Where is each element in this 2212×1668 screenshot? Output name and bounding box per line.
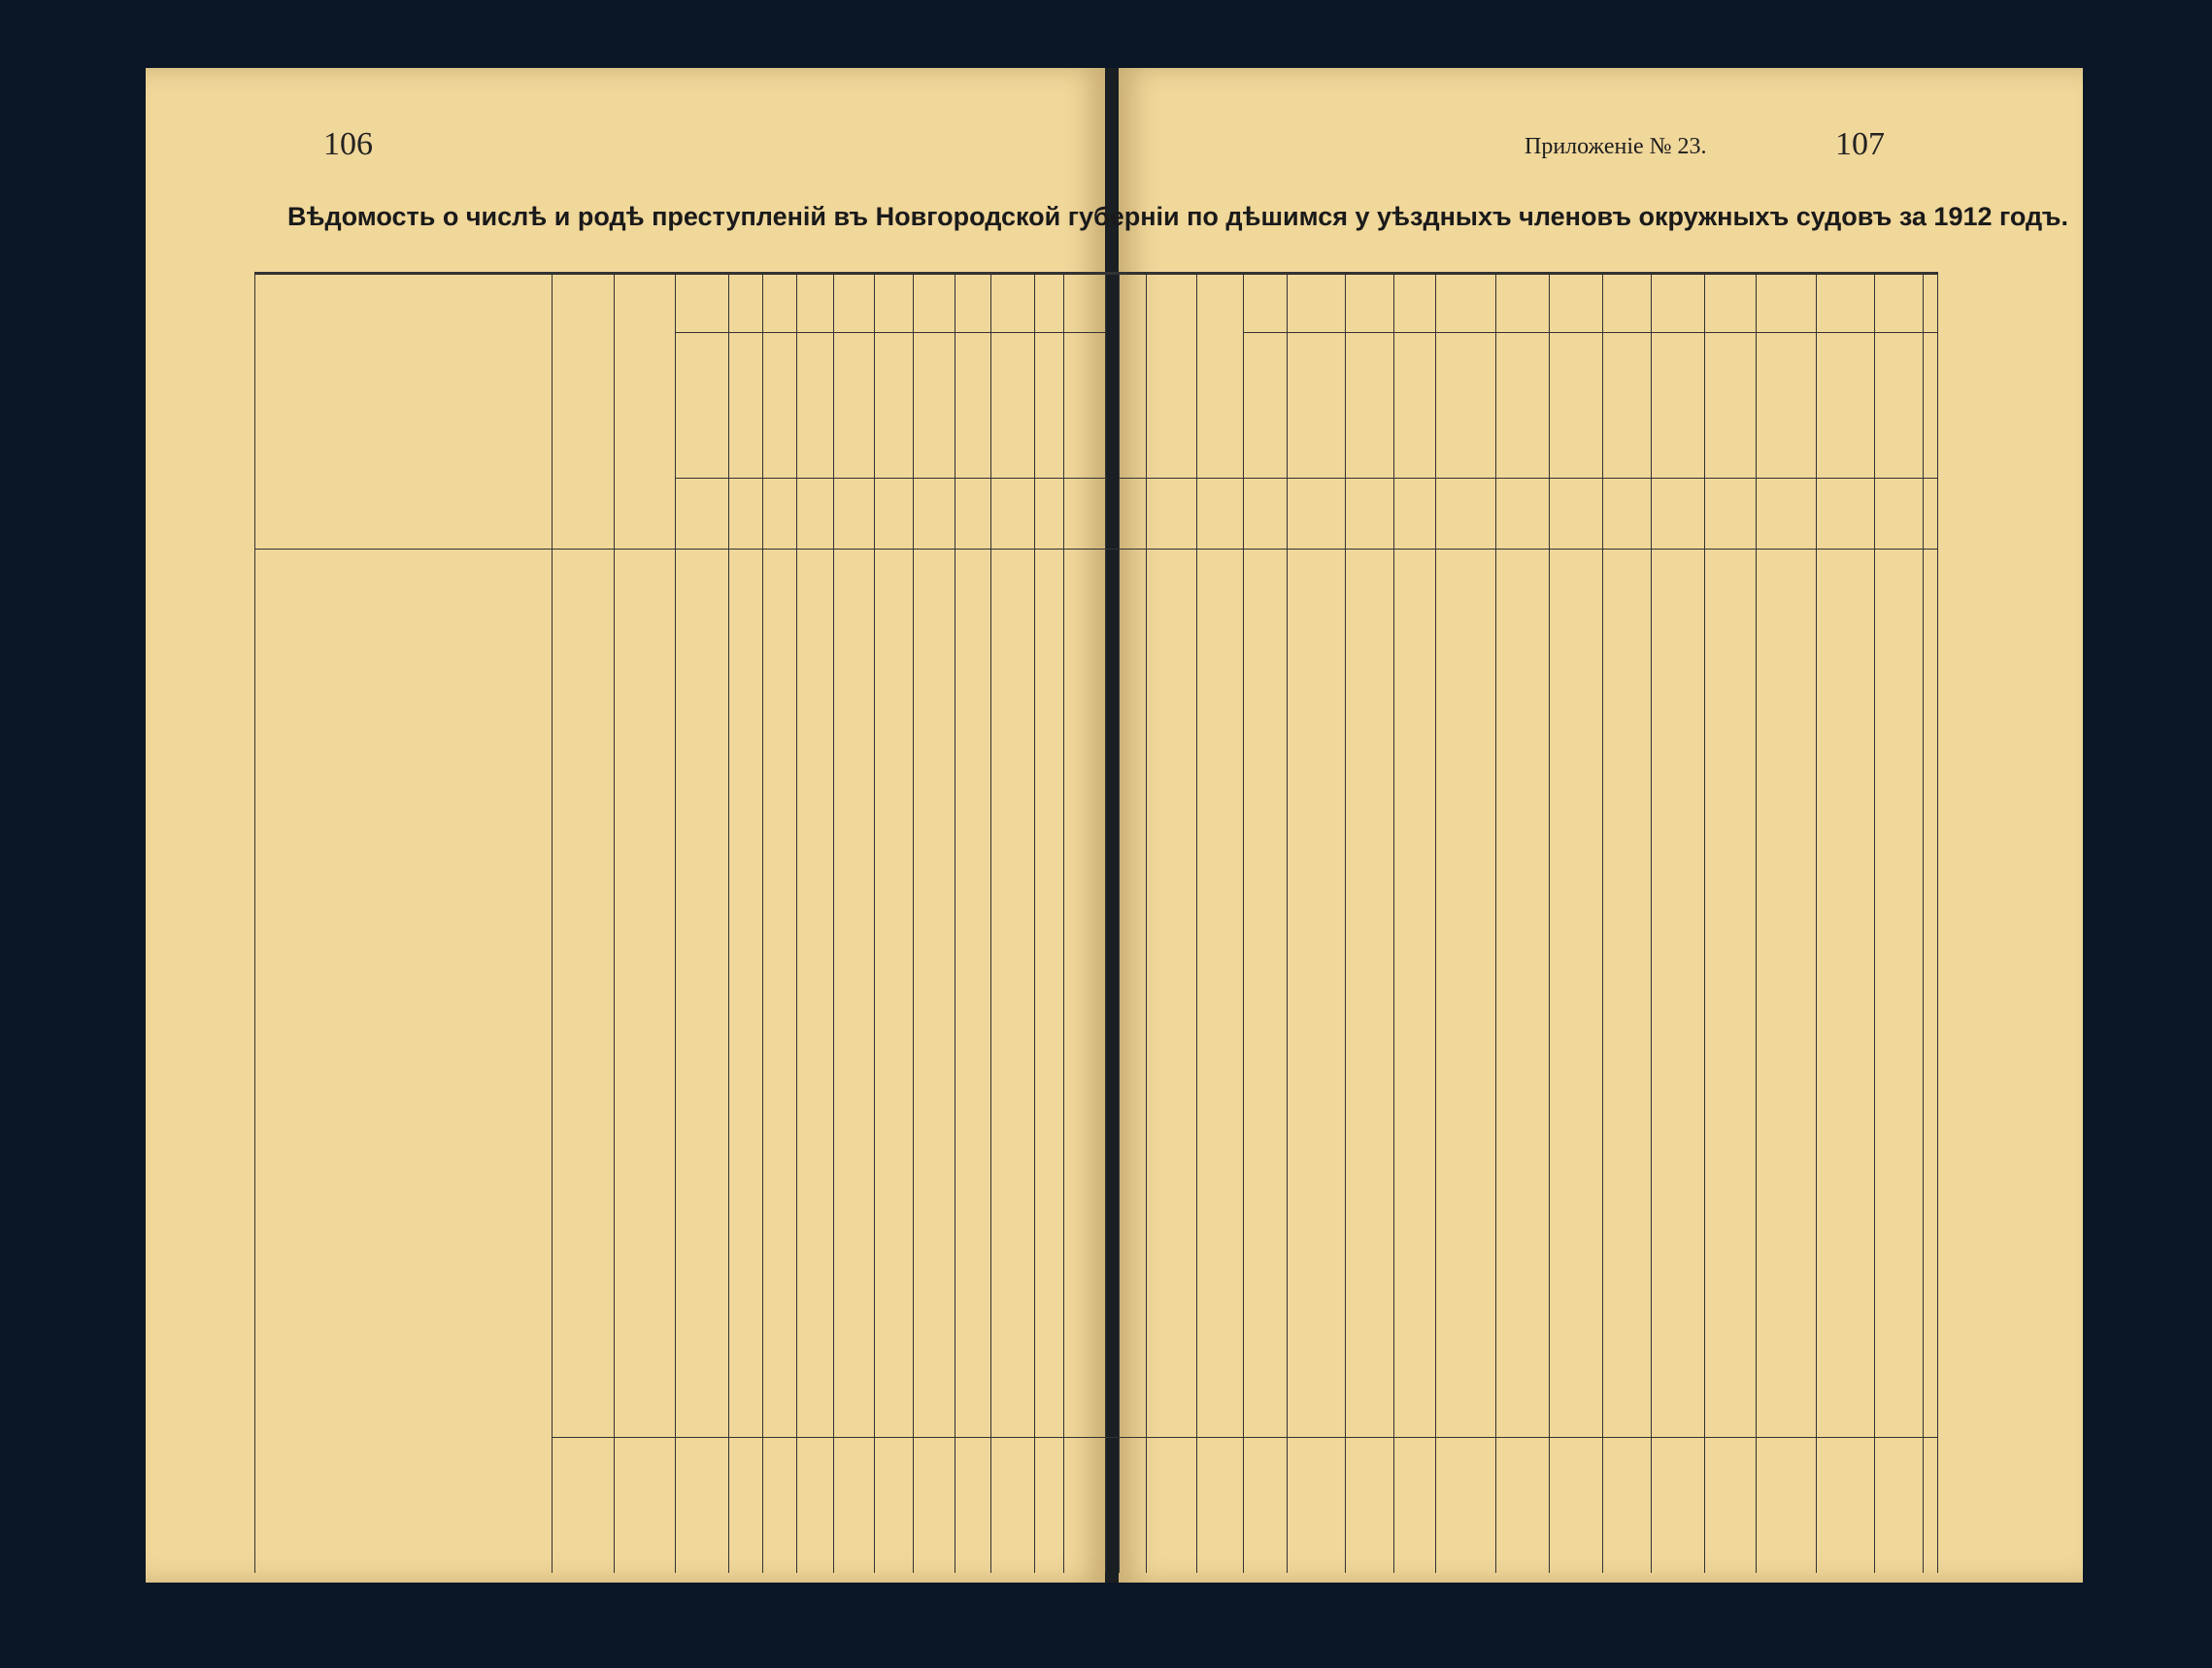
column-rule bbox=[1196, 272, 1197, 1573]
appendix-label: Приложеніе № 23. bbox=[1525, 134, 1707, 159]
column-rule bbox=[762, 272, 763, 1573]
column-rule bbox=[1034, 272, 1035, 1573]
header-kuptsov bbox=[835, 340, 903, 471]
column-rule bbox=[1495, 272, 1496, 1573]
table-top-rule bbox=[254, 272, 1937, 275]
page-number-left: 106 bbox=[323, 126, 373, 162]
column-rule bbox=[1923, 272, 1924, 1573]
column-rule bbox=[728, 272, 729, 1573]
column-rule bbox=[1602, 272, 1603, 1573]
header-age3 bbox=[1478, 350, 1523, 466]
column-rule bbox=[990, 272, 991, 1573]
column-rule bbox=[1651, 272, 1652, 1573]
column-rule bbox=[913, 272, 914, 1573]
page-number-right: 107 bbox=[1835, 126, 1885, 162]
column-rule bbox=[1119, 272, 1120, 1573]
header-age4 bbox=[1578, 350, 1623, 466]
column-rule bbox=[1756, 272, 1757, 1573]
totals-top-rule bbox=[552, 1437, 1937, 1438]
statistics-table bbox=[254, 272, 1923, 1576]
header-unitrule-left bbox=[675, 478, 1105, 479]
column-rule bbox=[1345, 272, 1346, 1573]
column-rule bbox=[675, 272, 676, 1573]
column-rule bbox=[1105, 272, 1106, 1573]
column-rule bbox=[1435, 272, 1436, 1573]
column-rule bbox=[1393, 272, 1394, 1573]
column-rule bbox=[1874, 272, 1875, 1573]
header-age5 bbox=[1678, 350, 1723, 466]
column-rule bbox=[1704, 272, 1705, 1573]
header-age2 bbox=[1369, 350, 1414, 466]
column-rule bbox=[1549, 272, 1550, 1573]
table-border-left bbox=[254, 272, 255, 1573]
header-bottom-rule bbox=[254, 549, 1937, 550]
column-rule bbox=[1063, 272, 1064, 1573]
column-rule bbox=[1816, 272, 1817, 1573]
header-unitrule-right bbox=[1119, 478, 1937, 479]
column-rule bbox=[796, 272, 797, 1573]
column-rule bbox=[1243, 272, 1244, 1573]
header-subrule-right bbox=[1243, 332, 1937, 333]
column-rule bbox=[1146, 272, 1147, 1573]
column-rule bbox=[614, 272, 615, 1573]
table-border-right bbox=[1937, 272, 1938, 1573]
column-rule bbox=[1287, 272, 1288, 1573]
header-subrule-left bbox=[675, 332, 1105, 333]
column-rule bbox=[552, 272, 553, 1573]
document-title: Вѣдомость о числѣ и родѣ преступленій въ Новгородской губерніи по дѣшимся у уѣздныхъ членовъ окружныхъ судовъ за 1912 годъ. bbox=[287, 202, 2068, 231]
column-rule bbox=[833, 272, 834, 1573]
